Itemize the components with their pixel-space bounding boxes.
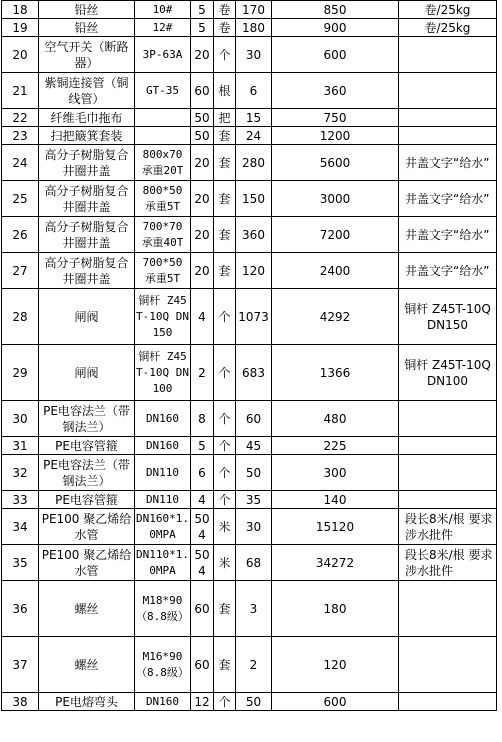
table-row [2,581,497,637]
cell-unit: 根 [214,73,236,109]
cell-note: 段长8米/根 要求涉水批件 [399,545,497,581]
cell-total: 600 [272,693,399,711]
cell-unit: 套 [214,637,236,693]
cell-qty: 4 [191,289,214,345]
cell-total: 1200 [272,127,399,145]
cell-no: 34 [2,509,39,545]
cell-no: 28 [2,289,39,345]
cell-qty: 50 [191,109,214,127]
cell-name: 高分子树脂复合井圈井盖 [39,253,135,289]
cell-unit: 卷 [214,19,236,37]
cell-qty: 5 [191,19,214,37]
table-row [2,1,497,19]
cell-price: 3 [236,581,272,637]
cell-name: 螺丝 [39,637,135,693]
cell-price: 120 [236,253,272,289]
cell-price: 1073 [236,289,272,345]
cell-unit: 个 [214,491,236,509]
cell-no: 24 [2,145,39,181]
cell-total: 7200 [272,217,399,253]
table-row [2,19,497,37]
cell-name: PE电容法兰（带钢法兰） [39,455,135,491]
cell-price: 30 [236,509,272,545]
cell-total: 140 [272,491,399,509]
cell-spec: DN110 [135,491,191,509]
table-row [2,509,497,545]
cell-total: 15120 [272,509,399,545]
cell-name: 空气开关（断路器） [39,37,135,73]
cell-qty: 8 [191,401,214,437]
cell-qty: 2 [191,345,214,401]
cell-spec: M18*90 （8.8级） [135,581,191,637]
cell-no: 31 [2,437,39,455]
cell-total: 480 [272,401,399,437]
cell-name: 铅丝 [39,19,135,37]
table-row [2,253,497,289]
cell-name: PE电容管箍 [39,491,135,509]
table-row [2,181,497,217]
cell-note: 井盖文字“给水” [399,217,497,253]
cell-note [399,401,497,437]
cell-name: PE电熔弯头 [39,693,135,711]
cell-name: 高分子树脂复合井圈井盖 [39,145,135,181]
cell-note: 井盖文字“给水” [399,181,497,217]
cell-price: 60 [236,401,272,437]
table-row [2,73,497,109]
cell-spec: DN110*1.0MPA [135,545,191,581]
cell-name: PE100 聚乙烯给水管 [39,545,135,581]
cell-total: 34272 [272,545,399,581]
cell-qty: 5 [191,1,214,19]
cell-note: 段长8米/根 要求涉水批件 [399,509,497,545]
cell-qty: 20 [191,37,214,73]
cell-price: 360 [236,217,272,253]
cell-price: 6 [236,73,272,109]
cell-spec: DN160 [135,693,191,711]
cell-unit: 个 [214,37,236,73]
cell-qty: 20 [191,253,214,289]
table-row [2,401,497,437]
cell-no: 20 [2,37,39,73]
table-row [2,127,497,145]
cell-note [399,581,497,637]
cell-price: 683 [236,345,272,401]
cell-no: 18 [2,1,39,19]
cell-qty: 20 [191,181,214,217]
cell-no: 37 [2,637,39,693]
cell-unit: 米 [214,509,236,545]
cell-total: 1366 [272,345,399,401]
cell-qty: 4 [191,491,214,509]
cell-name: PE100 聚乙烯给水管 [39,509,135,545]
cell-note: 卷/25kg [399,1,497,19]
cell-price: 68 [236,545,272,581]
cell-spec: 铜杆 Z45T-10Q DN150 [135,289,191,345]
cell-spec [135,127,191,145]
cell-no: 27 [2,253,39,289]
cell-qty: 504 [191,545,214,581]
cell-unit: 个 [214,401,236,437]
cell-no: 33 [2,491,39,509]
cell-qty: 60 [191,637,214,693]
cell-note [399,37,497,73]
cell-price: 50 [236,455,272,491]
table-row [2,637,497,693]
table-row [2,437,497,455]
cell-no: 35 [2,545,39,581]
cell-unit: 套 [214,581,236,637]
table-row [2,289,497,345]
cell-note: 井盖文字“给水” [399,145,497,181]
cell-spec: DN160*1.0MPA [135,509,191,545]
cell-unit: 把 [214,109,236,127]
cell-price: 24 [236,127,272,145]
cell-price: 150 [236,181,272,217]
cell-note: 井盖文字“给水” [399,253,497,289]
cell-spec: 700*70 承重40T [135,217,191,253]
cell-spec: 3P-63A [135,37,191,73]
cell-name: PE电容管箍 [39,437,135,455]
cell-qty: 504 [191,509,214,545]
cell-name: 扫把簸箕套装 [39,127,135,145]
cell-qty: 20 [191,217,214,253]
cell-note: 铜杆 Z45T-10Q DN100 [399,345,497,401]
cell-note [399,491,497,509]
cell-name: 纤维毛巾拖布 [39,109,135,127]
cell-note [399,455,497,491]
cell-price: 170 [236,1,272,19]
cell-unit: 个 [214,345,236,401]
cell-name: 螺丝 [39,581,135,637]
cell-unit: 套 [214,145,236,181]
cell-note [399,127,497,145]
cell-total: 120 [272,637,399,693]
material-price-table [1,0,497,711]
cell-qty: 60 [191,73,214,109]
table-row [2,491,497,509]
cell-spec: DN110 [135,455,191,491]
cell-unit: 个 [214,437,236,455]
cell-name: 闸阀 [39,345,135,401]
cell-total: 600 [272,37,399,73]
cell-no: 36 [2,581,39,637]
cell-total: 2400 [272,253,399,289]
cell-price: 50 [236,693,272,711]
cell-name: 闸阀 [39,289,135,345]
cell-price: 280 [236,145,272,181]
cell-no: 22 [2,109,39,127]
table-row [2,345,497,401]
cell-no: 19 [2,19,39,37]
cell-qty: 20 [191,145,214,181]
cell-price: 35 [236,491,272,509]
cell-note [399,73,497,109]
table-row [2,37,497,73]
cell-no: 26 [2,217,39,253]
cell-no: 23 [2,127,39,145]
cell-unit: 米 [214,545,236,581]
cell-unit: 套 [214,253,236,289]
cell-note: 卷/25kg [399,19,497,37]
cell-total: 4292 [272,289,399,345]
cell-name: 铅丝 [39,1,135,19]
cell-qty: 50 [191,127,214,145]
cell-note [399,637,497,693]
cell-no: 25 [2,181,39,217]
cell-unit: 套 [214,127,236,145]
table-row [2,545,497,581]
cell-spec: 12# [135,19,191,37]
cell-note: 铜杆 Z45T-10Q DN150 [399,289,497,345]
cell-no: 21 [2,73,39,109]
table-row [2,145,497,181]
cell-unit: 个 [214,455,236,491]
cell-unit: 卷 [214,1,236,19]
cell-spec: 800*50 承重5T [135,181,191,217]
cell-qty: 60 [191,581,214,637]
cell-note [399,437,497,455]
cell-name: 高分子树脂复合井圈井盖 [39,217,135,253]
cell-spec: GT-35 [135,73,191,109]
cell-unit: 个 [214,289,236,345]
cell-qty: 6 [191,455,214,491]
cell-total: 750 [272,109,399,127]
cell-spec: 700*50 承重5T [135,253,191,289]
cell-qty: 5 [191,437,214,455]
table-row [2,217,497,253]
cell-qty: 12 [191,693,214,711]
cell-total: 5600 [272,145,399,181]
cell-spec: M16*90 （8.8级） [135,637,191,693]
cell-unit: 个 [214,693,236,711]
cell-total: 3000 [272,181,399,217]
table-row [2,693,497,711]
cell-name: PE电容法兰（带钢法兰） [39,401,135,437]
cell-price: 30 [236,37,272,73]
cell-total: 300 [272,455,399,491]
table-row [2,109,497,127]
cell-price: 180 [236,19,272,37]
cell-spec: 800x70 承重20T [135,145,191,181]
cell-spec: DN160 [135,437,191,455]
cell-no: 38 [2,693,39,711]
cell-no: 32 [2,455,39,491]
cell-unit: 套 [214,181,236,217]
cell-total: 900 [272,19,399,37]
cell-total: 850 [272,1,399,19]
cell-unit: 套 [214,217,236,253]
cell-total: 360 [272,73,399,109]
cell-note [399,109,497,127]
cell-name: 紫铜连接管（铜线管） [39,73,135,109]
cell-name: 高分子树脂复合井圈井盖 [39,181,135,217]
cell-price: 2 [236,637,272,693]
cell-total: 180 [272,581,399,637]
cell-note [399,693,497,711]
cell-total: 225 [272,437,399,455]
table-row [2,455,497,491]
cell-spec: DN160 [135,401,191,437]
cell-spec [135,109,191,127]
cell-no: 29 [2,345,39,401]
cell-spec: 10# [135,1,191,19]
cell-spec: 铜杆 Z45T-10Q DN100 [135,345,191,401]
cell-no: 30 [2,401,39,437]
cell-price: 15 [236,109,272,127]
cell-price: 45 [236,437,272,455]
